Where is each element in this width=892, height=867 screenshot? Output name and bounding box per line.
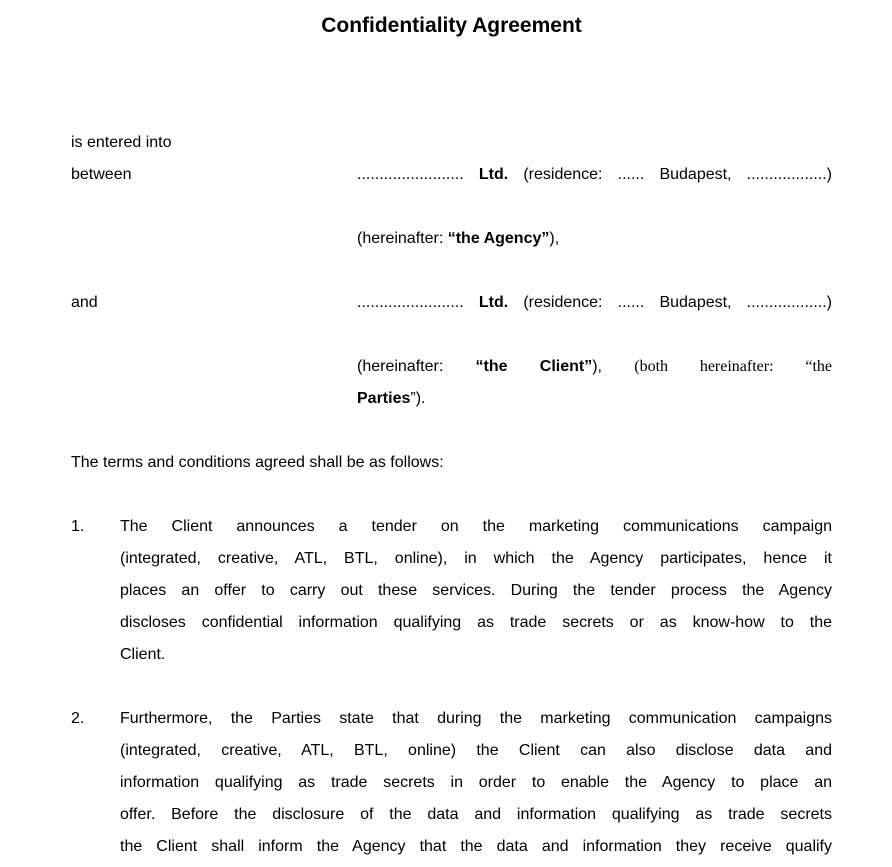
hereinafter-mid: ), xyxy=(592,358,635,375)
hereinafter-client-line-1 xyxy=(357,351,832,383)
clause-line: (integrated, creative, ATL, BTL, online) the Client can also disclose data and xyxy=(120,742,832,759)
and-row xyxy=(71,287,832,319)
residence-clause: (residence: ...... Budapest, ..................) xyxy=(523,166,832,183)
client-party-line xyxy=(357,287,832,319)
clause-line: information qualifying as trade secrets in order to enable the Agency to place an xyxy=(120,774,832,791)
clause-line: The Client announces a tender on the marketing communications campaign xyxy=(120,518,832,535)
between-label: between xyxy=(71,166,132,183)
hereinafter-suffix: ), xyxy=(549,230,560,247)
between-row xyxy=(71,159,832,191)
hereinafter-prefix: (hereinafter: xyxy=(357,358,476,375)
hereinafter-agency xyxy=(357,223,832,255)
and-label: and xyxy=(71,294,98,311)
intro-paragraph xyxy=(71,127,832,191)
clause-2 xyxy=(71,703,832,863)
document-title: Confidentiality Agreement xyxy=(321,14,582,37)
both-hereinafter-segment: (both hereinafter: “the xyxy=(634,358,833,375)
clause-line: Furthermore, the Parties state that during the marketing communication campaigns xyxy=(120,710,832,727)
residence-clause: (residence: ...... Budapest, ..................) xyxy=(523,294,832,311)
company-suffix: Ltd. xyxy=(478,294,509,311)
clause-line: Client. xyxy=(120,646,166,663)
clause-line: offer. Before the disclosure of the data and information qualifying as trade secrets xyxy=(120,806,832,823)
hereinafter-client xyxy=(357,351,832,415)
clause-1-body xyxy=(120,511,832,671)
clause-line: (integrated, creative, ATL, BTL, online), in which the Agency participates, hence it xyxy=(120,550,832,567)
client-name: “the Client” xyxy=(475,358,593,375)
clause-2-body xyxy=(120,703,832,863)
clause-line: places an offer to carry out these services. During the tender process the Agency xyxy=(120,582,832,599)
clause-1-number: 1. xyxy=(71,518,85,535)
intro-line: is entered into xyxy=(71,134,172,151)
company-suffix: Ltd. xyxy=(478,166,509,183)
terms-intro: The terms and conditions agreed shall be as follows: xyxy=(71,454,444,471)
parties-name: Parties xyxy=(357,390,411,407)
party-dots: ........................ xyxy=(357,166,464,183)
clause-2-number: 2. xyxy=(71,710,85,727)
agency-name: “the Agency” xyxy=(447,230,550,247)
clause-1 xyxy=(71,511,832,671)
clause-line: the Client shall inform the Agency that the data and information they receive qualify xyxy=(120,838,832,855)
hereinafter-prefix: (hereinafter: xyxy=(357,230,448,247)
hereinafter-client-line-2 xyxy=(357,383,832,415)
clause-line: discloses confidential information qualifying as trade secrets or as know-how to the xyxy=(120,614,832,631)
agency-party-line xyxy=(357,159,832,191)
party-dots: ........................ xyxy=(357,294,464,311)
parties-end: ”). xyxy=(410,390,426,407)
